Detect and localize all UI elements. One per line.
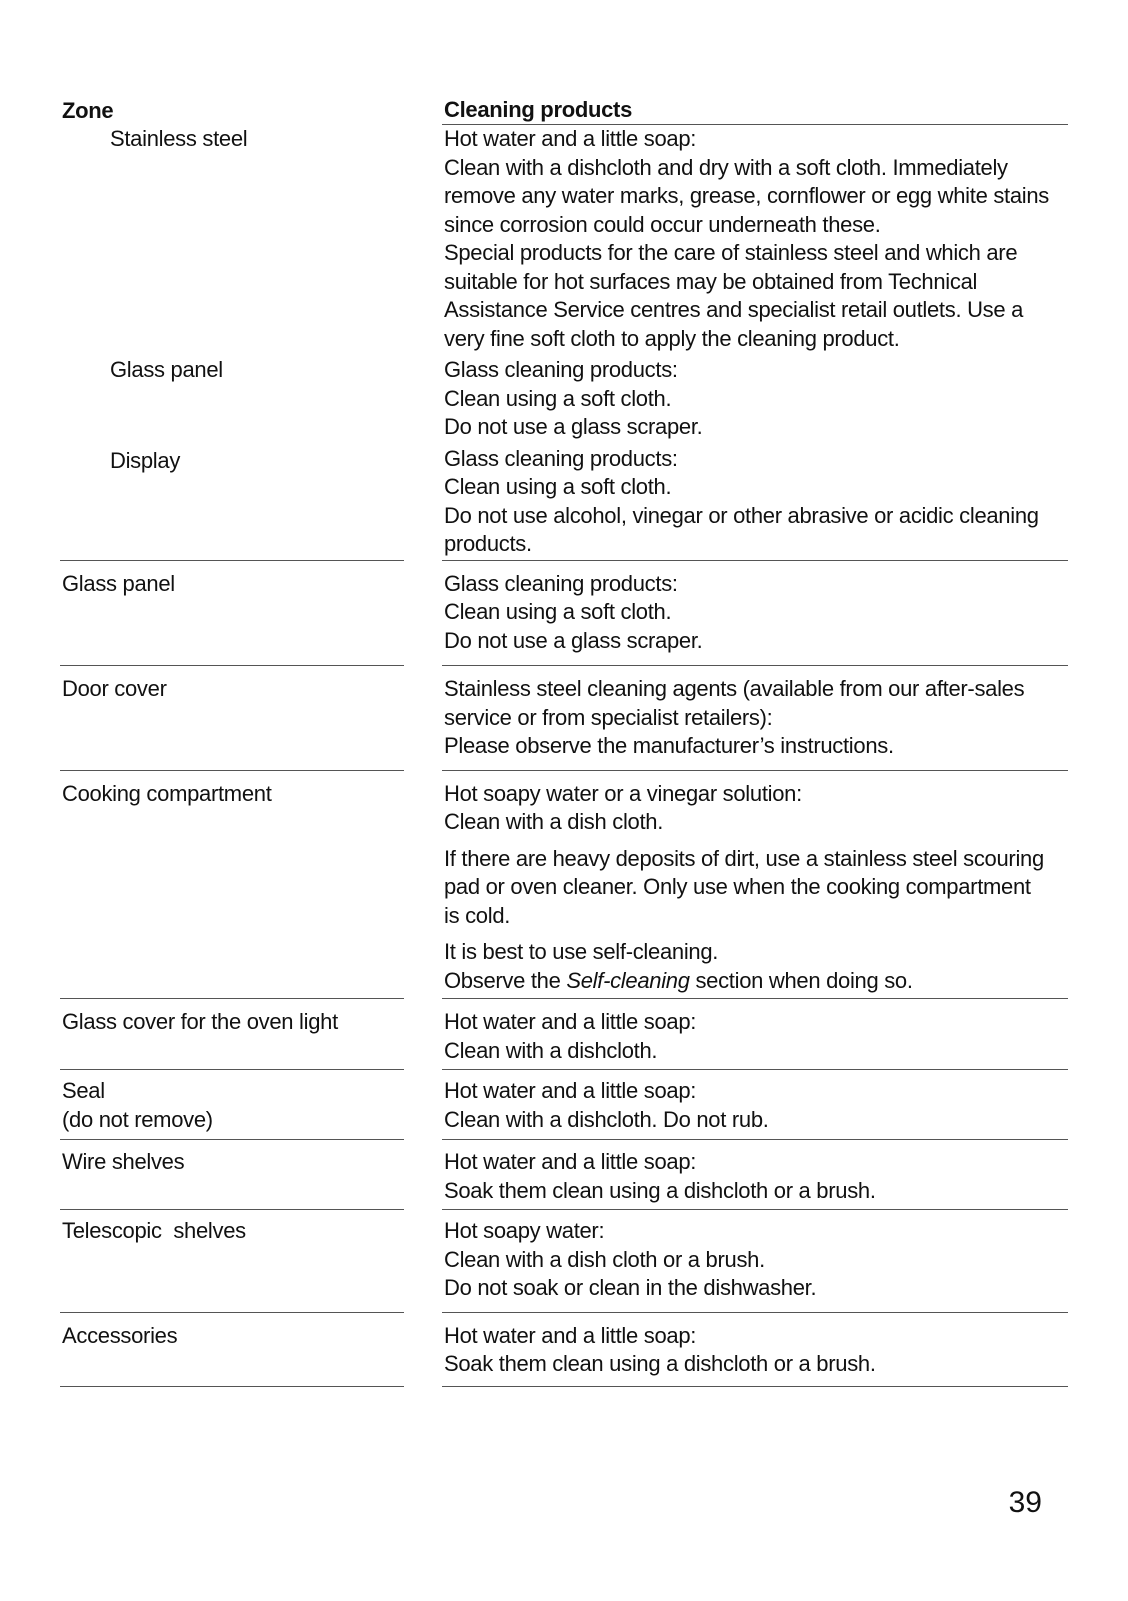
table-row-seal	[60, 1070, 1068, 1140]
zone-cell: Door cover	[62, 676, 167, 701]
stainless-steel-instructions	[444, 125, 1068, 353]
text-line: Soak them clean using a dishcloth or a brush.	[444, 1177, 876, 1203]
table-header	[60, 84, 1068, 124]
glass-panel-instructions	[444, 356, 1068, 442]
products-cell	[444, 780, 1068, 996]
products-cell	[444, 1322, 1068, 1379]
products-cell	[444, 1148, 1068, 1205]
text-line: Clean with a dishcloth.	[444, 1037, 658, 1063]
cleaning-table	[60, 84, 1068, 1387]
text-line-mixed	[444, 967, 1068, 996]
text-line: Do not use a glass scraper.	[444, 414, 703, 439]
sub-zone-glass-panel: Glass panel	[110, 357, 223, 382]
zone-line: (do not remove)	[62, 1106, 213, 1132]
products-cell	[444, 1008, 1068, 1065]
text-line: Hot soapy water:	[444, 1218, 605, 1243]
text-fragment: section when doing so.	[689, 967, 913, 993]
text-line: Hot water and a little soap:	[444, 1009, 697, 1034]
sub-zone-stainless-steel: Stainless steel	[110, 126, 248, 151]
text-line: Soak them clean using a dishcloth or a brush.	[444, 1351, 876, 1376]
text-line: Do not use alcohol, vinegar or other abrasive or acidic cleaning	[444, 502, 1039, 528]
text-line: Do not soak or clean in the dishwasher.	[444, 1275, 817, 1300]
text-line: Assistance Service centres and specialist retail outlets. Use a	[444, 297, 1024, 322]
zone-cell	[60, 125, 406, 559]
sub-zone-display: Display	[110, 448, 181, 473]
products-cell	[444, 1217, 1068, 1303]
text-line: Hot soapy water or a vinegar solution:	[444, 780, 802, 806]
products-cell	[444, 1077, 1068, 1134]
text-line: Glass cleaning products:	[444, 357, 678, 382]
table-row-telescopic-shelves	[60, 1210, 1068, 1313]
table-row-group-surfaces	[60, 125, 1068, 561]
table-row-oven-light-cover	[60, 999, 1068, 1070]
table-row-wire-shelves	[60, 1140, 1068, 1210]
text-line: Clean with a dishcloth and dry with a soft cloth. Immediately	[444, 154, 1008, 180]
text-line: Special products for the care of stainless steel and which are	[444, 240, 1018, 265]
zone-cell: Glass panel	[62, 570, 175, 596]
products-cell	[444, 570, 1068, 656]
row-divider-left	[60, 1386, 404, 1387]
text-line: Hot water and a little soap:	[444, 1149, 697, 1174]
paragraph-gap	[444, 837, 1068, 845]
text-line: is cold.	[444, 902, 511, 928]
text-line: suitable for hot surfaces may be obtained from Technical	[444, 268, 978, 294]
text-line: remove any water marks, grease, cornflower or egg white stains	[444, 183, 1049, 208]
text-line: Clean using a soft cloth.	[444, 385, 672, 411]
text-line: Clean using a soft cloth.	[444, 474, 672, 499]
text-line: very fine soft cloth to apply the cleaning product.	[444, 325, 900, 351]
table-row-glass-panel	[60, 561, 1068, 667]
text-line: service or from specialist retailers):	[444, 704, 773, 730]
text-line: Glass cleaning products:	[444, 445, 678, 471]
zone-cell: Cooking compartment	[62, 780, 272, 806]
table-row-accessories	[60, 1313, 1068, 1387]
products-cell	[444, 125, 1068, 559]
text-line: Do not use a glass scraper.	[444, 627, 703, 653]
zone-cell: Glass cover for the oven light	[62, 1009, 338, 1034]
products-column-header: Cleaning products	[444, 97, 633, 122]
text-line: Hot water and a little soap:	[444, 126, 697, 151]
self-cleaning-reference: Self-cleaning	[566, 967, 690, 993]
text-line: Hot water and a little soap:	[444, 1322, 697, 1348]
zone-cell: Accessories	[62, 1322, 178, 1348]
text-line: since corrosion could occur underneath these.	[444, 211, 881, 237]
text-line: Clean with a dish cloth.	[444, 809, 664, 834]
zone-cell: Wire shelves	[62, 1149, 185, 1174]
table-row-door-cover	[60, 666, 1068, 771]
table-row-cooking-compartment	[60, 771, 1068, 1000]
text-line: Hot water and a little soap:	[444, 1078, 697, 1103]
row-divider-right	[442, 1386, 1068, 1387]
zone-line: Seal	[62, 1078, 105, 1103]
text-line: Clean with a dishcloth. Do not rub.	[444, 1106, 769, 1132]
zone-cell: Telescopic shelves	[62, 1218, 246, 1243]
text-line: Please observe the manufacturer’s instructions.	[444, 733, 894, 758]
products-cell	[444, 675, 1068, 761]
paragraph-gap	[444, 930, 1068, 938]
zone-column-header: Zone	[62, 98, 114, 123]
text-line: Clean with a dish cloth or a brush.	[444, 1246, 765, 1272]
text-line: Glass cleaning products:	[444, 570, 678, 596]
text-line: pad or oven cleaner. Only use when the cooking compartment	[444, 874, 1031, 899]
zone-cell	[60, 1077, 406, 1134]
page-number: 39	[1008, 1486, 1042, 1519]
text-line: products.	[444, 531, 532, 556]
text-fragment: Observe the	[444, 967, 567, 993]
text-line: Stainless steel cleaning agents (available from our after-sales	[444, 676, 1025, 701]
text-line: If there are heavy deposits of dirt, use a stainless steel scouring	[444, 845, 1044, 871]
text-line: Clean using a soft cloth.	[444, 599, 672, 624]
text-line: It is best to use self-cleaning.	[444, 939, 719, 964]
display-instructions	[444, 445, 1068, 559]
